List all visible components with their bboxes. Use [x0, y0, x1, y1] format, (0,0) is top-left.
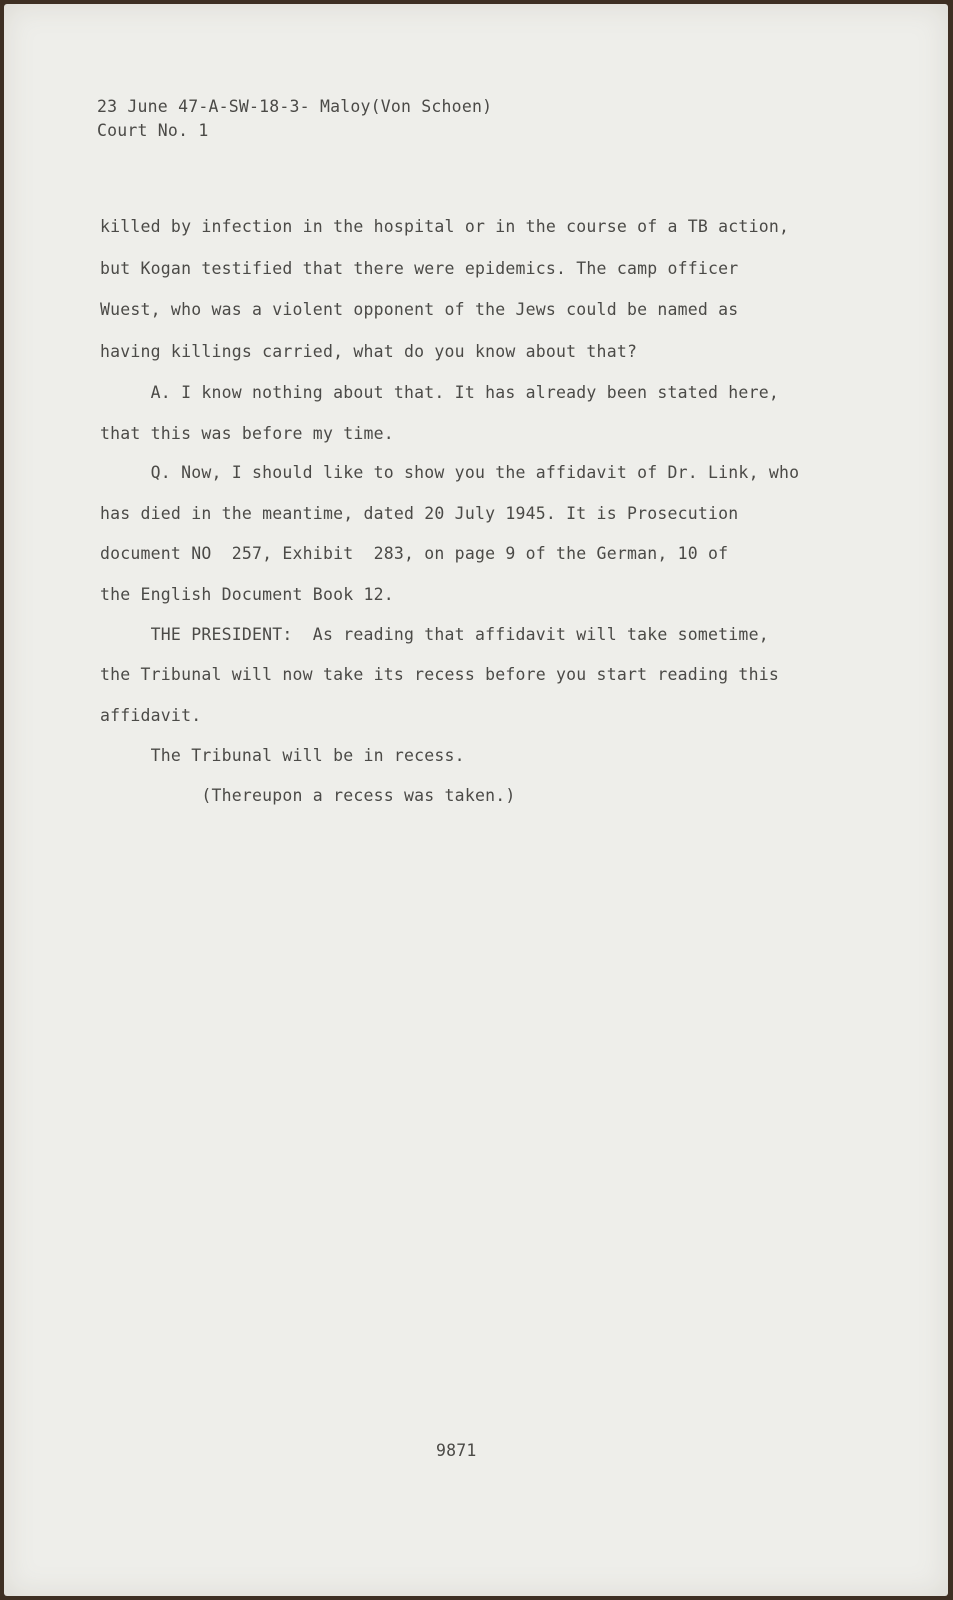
- header-court-line: Court No. 1: [97, 121, 209, 140]
- body-line: affidavit.: [100, 706, 202, 725]
- body-line: the English Document Book 12.: [100, 585, 394, 604]
- body-line: The Tribunal will be in recess.: [100, 746, 465, 765]
- header-session-line: 23 June 47-A-SW-18-3- Maloy(Von Schoen): [97, 97, 493, 116]
- body-line: the Tribunal will now take its recess before you start reading this: [100, 665, 779, 684]
- body-line: Q. Now, I should like to show you the affidavit of Dr. Link, who: [100, 463, 800, 482]
- body-line: (Thereupon a recess was taken.): [100, 786, 516, 805]
- document-page: [4, 4, 948, 1596]
- body-line: but Kogan testified that there were epidemics. The camp officer: [100, 259, 739, 278]
- body-line: A. I know nothing about that. It has already been stated here,: [100, 383, 779, 402]
- body-line: document NO 257, Exhibit 283, on page 9 of the German, 10 of: [100, 544, 729, 563]
- body-line: THE PRESIDENT: As reading that affidavit will take sometime,: [100, 625, 769, 644]
- page-number: 9871: [436, 1441, 477, 1460]
- body-line: Wuest, who was a violent opponent of the Jews could be named as: [100, 300, 739, 319]
- body-line: having killings carried, what do you know about that?: [100, 342, 638, 361]
- body-line: has died in the meantime, dated 20 July 1945. It is Prosecution: [100, 504, 739, 523]
- body-line: killed by infection in the hospital or in the course of a TB action,: [100, 217, 790, 236]
- body-line: that this was before my time.: [100, 424, 394, 443]
